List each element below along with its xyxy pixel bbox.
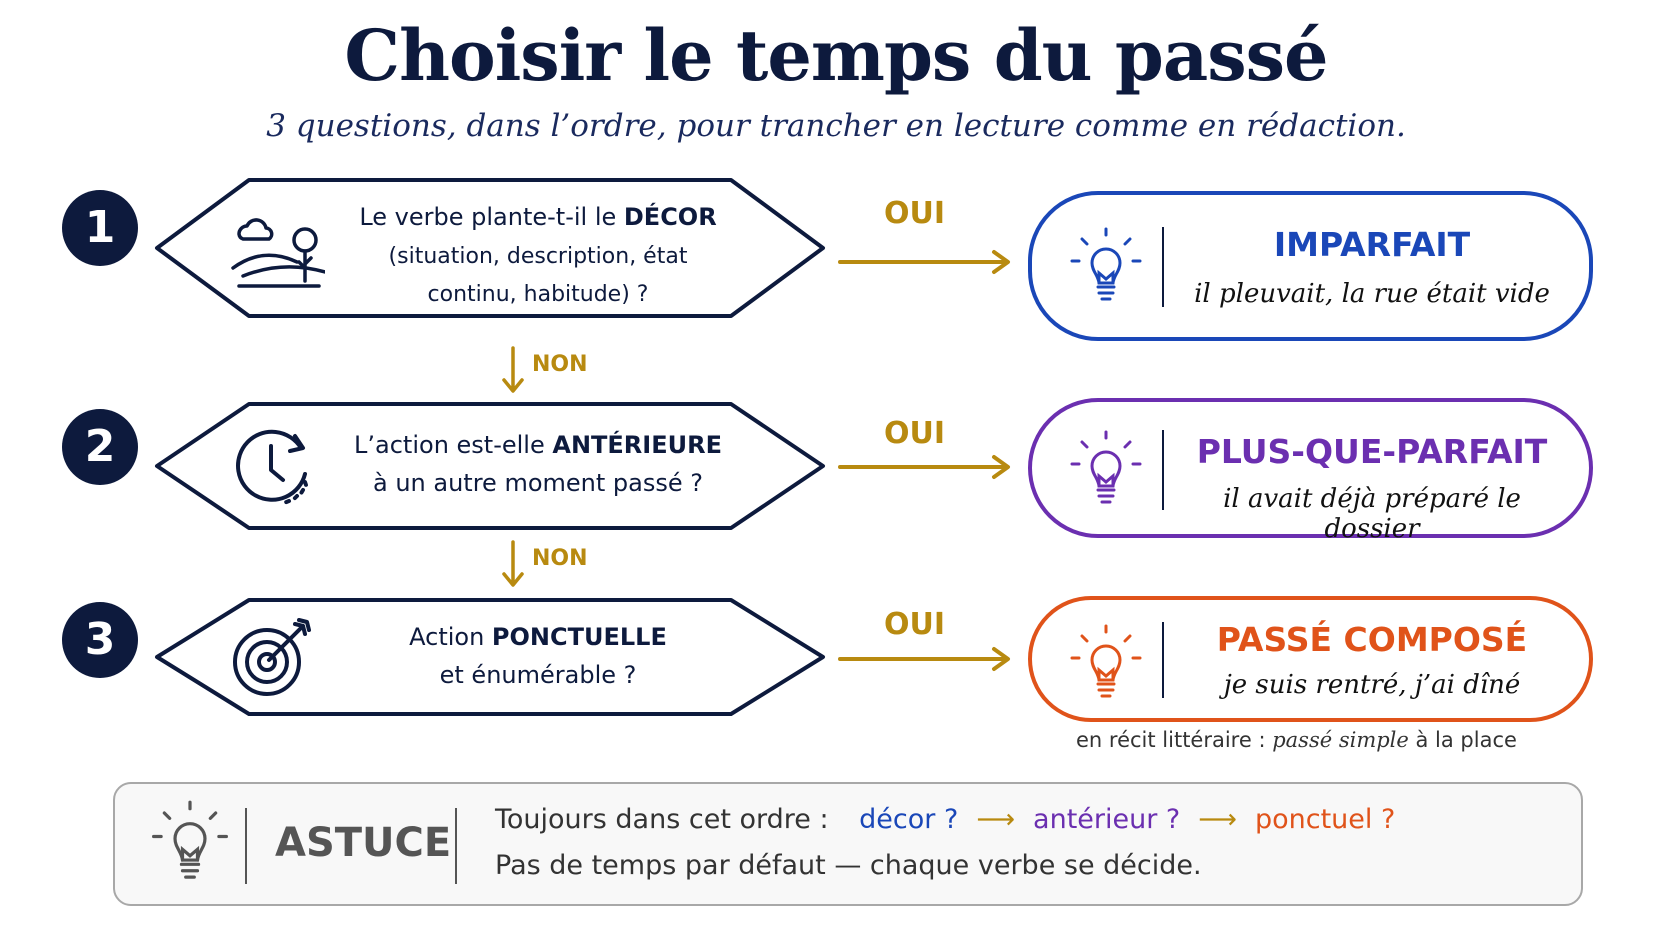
- result-title-2: PLUS-QUE-PARFAIT: [1196, 432, 1548, 471]
- tip-keyword-ponctuel: ponctuel ?: [1254, 804, 1396, 835]
- result-imparfait: [1028, 191, 1593, 341]
- step-number-3: 3: [62, 602, 138, 678]
- question-post: (situation, description, état continu, habitude) ?: [388, 244, 688, 307]
- question-keyword: DÉCOR: [623, 203, 717, 231]
- literary-note: [1076, 728, 1576, 752]
- tip-arrow: ⟶: [976, 804, 1016, 835]
- result-divider: [1162, 430, 1164, 510]
- note-post: à la place: [1408, 728, 1517, 752]
- result-example-1: il pleuvait, la rue était vide: [1194, 279, 1550, 309]
- arrow-right-icon: [838, 247, 1018, 277]
- oui-label-2: OUI: [884, 416, 946, 451]
- question-pre: L’action est-elle: [354, 431, 553, 459]
- arrow-down-icon: [500, 346, 526, 394]
- page-title: Choisir le temps du passé: [344, 14, 1328, 97]
- question-keyword: PONCTUELLE: [491, 623, 667, 651]
- lightbulb-icon: [1068, 428, 1144, 508]
- arrow-right-icon: [838, 452, 1018, 482]
- result-passe-compose: [1028, 596, 1593, 722]
- tip-divider: [245, 808, 247, 884]
- result-example-3: je suis rentré, j’ai dîné: [1223, 670, 1521, 700]
- note-pre: en récit littéraire :: [1076, 728, 1273, 752]
- question-post: à un autre moment passé ?: [373, 469, 703, 497]
- step-number-2: 2: [62, 409, 138, 485]
- question-text-1: [343, 198, 733, 312]
- result-example-2: il avait déjà préparé le dossier: [1223, 484, 1521, 544]
- result-divider: [1162, 227, 1164, 307]
- question-post: et énumérable ?: [439, 661, 637, 689]
- tip-box: [113, 782, 1583, 906]
- result-divider: [1162, 622, 1164, 698]
- lightbulb-icon: [149, 798, 231, 890]
- oui-label-1: OUI: [884, 196, 946, 231]
- question-text-2: [343, 426, 733, 502]
- question-keyword: ANTÉRIEURE: [552, 431, 722, 459]
- tip-keyword-anterieur: antérieur ?: [1033, 804, 1181, 835]
- question-text-3: [343, 618, 733, 694]
- tip-arrow: ⟶: [1198, 804, 1237, 835]
- page-subtitle: 3 questions, dans l’ordre, pour trancher en lecture comme en rédaction.: [266, 108, 1406, 144]
- question-pre: Le verbe plante-t-il le: [359, 203, 624, 231]
- arrow-right-icon: [838, 644, 1018, 674]
- lightbulb-icon: [1068, 622, 1144, 702]
- note-italic: passé simple: [1272, 728, 1409, 752]
- step-number-1: 1: [62, 190, 138, 266]
- tip-intro: Toujours dans cet ordre :: [495, 804, 829, 835]
- non-arrow-2: [500, 540, 588, 592]
- landscape-icon: [229, 210, 325, 290]
- non-arrow-1: [500, 346, 588, 398]
- tip-keyword-decor: décor ?: [859, 804, 959, 835]
- question-pre: Action: [409, 623, 492, 651]
- lightbulb-icon: [1068, 225, 1144, 305]
- oui-label-3: OUI: [884, 607, 946, 642]
- clock-icon: [229, 424, 319, 510]
- question-box-3: [153, 596, 827, 718]
- tip-divider: [455, 808, 457, 884]
- result-plus-que-parfait: [1028, 398, 1593, 544]
- tip-line-2: Pas de temps par défaut — chaque verbe se décide.: [495, 850, 1202, 881]
- tip-label: ASTUCE: [275, 820, 452, 866]
- arrow-down-icon: [500, 540, 526, 588]
- question-box-2: [153, 400, 827, 532]
- tip-line-1: [495, 804, 1395, 835]
- non-label-1: NON: [532, 352, 588, 377]
- target-icon: [229, 616, 315, 698]
- result-title-1: IMPARFAIT: [1273, 225, 1471, 264]
- question-box-1: [153, 176, 827, 320]
- non-label-2: NON: [532, 546, 588, 571]
- result-title-3: PASSÉ COMPOSÉ: [1216, 620, 1528, 659]
